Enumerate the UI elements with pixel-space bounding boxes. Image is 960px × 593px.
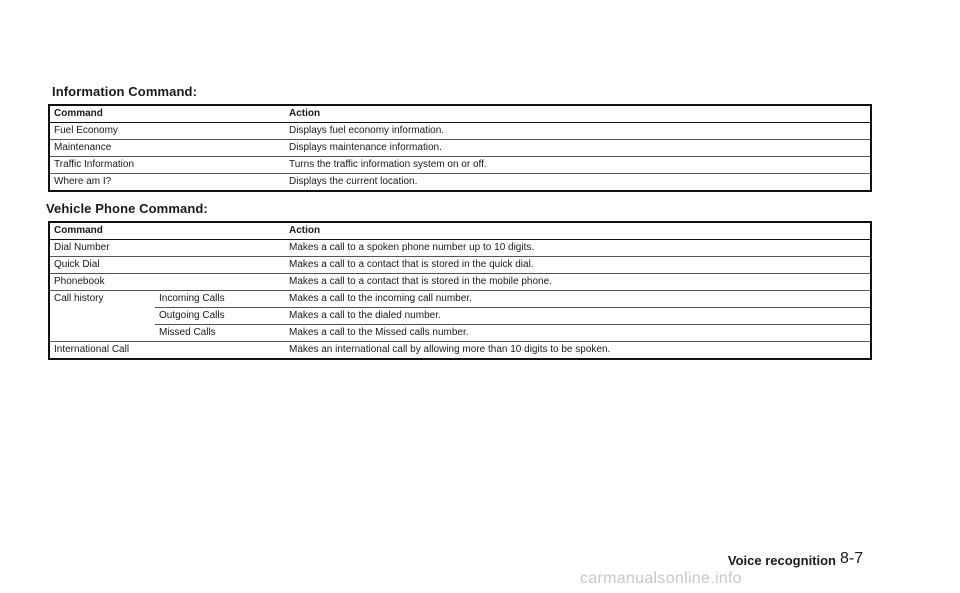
header-action: Action: [285, 222, 871, 240]
action-cell: Displays the current location.: [285, 174, 871, 192]
action-cell: Displays fuel economy information.: [285, 123, 871, 140]
footer-section-label: Voice recognition: [727, 553, 836, 568]
table-row: [49, 325, 871, 342]
vehicle-phone-command-table: [48, 221, 872, 360]
command-cell: Quick Dial: [49, 257, 285, 274]
action-cell: Makes a call to a spoken phone number up to 10 digits.: [285, 240, 871, 257]
header-command: Command: [49, 105, 285, 123]
table-row: [49, 140, 871, 157]
watermark: carmanualsonline.info: [580, 570, 742, 587]
action-cell: Makes an international call by allowing more than 10 digits to be spoken.: [285, 342, 871, 360]
command-cell: Traffic Information: [49, 157, 285, 174]
command-cell: Maintenance: [49, 140, 285, 157]
action-cell: Makes a call to a contact that is stored in the mobile phone.: [285, 274, 871, 291]
vehicle-phone-command-title: Vehicle Phone Command:: [46, 201, 208, 216]
table-row: [49, 257, 871, 274]
action-cell: Makes a call to the incoming call number.: [285, 291, 871, 308]
command-cell: Fuel Economy: [49, 123, 285, 140]
table-row: [49, 274, 871, 291]
action-cell: Makes a call to a contact that is stored in the quick dial.: [285, 257, 871, 274]
action-cell: Turns the traffic information system on or off.: [285, 157, 871, 174]
table-header-row: [49, 222, 871, 240]
table-row: [49, 342, 871, 360]
command-cell: Phonebook: [49, 274, 285, 291]
information-command-table: [48, 104, 872, 192]
header-command: Command: [49, 222, 285, 240]
action-cell: Makes a call to the dialed number.: [285, 308, 871, 325]
table-row: [49, 174, 871, 192]
subcommand-cell: Outgoing Calls: [155, 308, 285, 325]
table-row: [49, 308, 871, 325]
subcommand-cell: Missed Calls: [155, 325, 285, 342]
information-command-title: Information Command:: [52, 84, 197, 99]
table-row: [49, 157, 871, 174]
page-number: 8-7: [840, 550, 864, 567]
table-header-row: [49, 105, 871, 123]
action-cell: Makes a call to the Missed calls number.: [285, 325, 871, 342]
command-cell: Where am I?: [49, 174, 285, 192]
call-history-cell: Call history: [49, 291, 155, 342]
subcommand-cell: Incoming Calls: [155, 291, 285, 308]
action-cell: Displays maintenance information.: [285, 140, 871, 157]
table-row: [49, 123, 871, 140]
table-row: [49, 291, 871, 308]
table-row: [49, 240, 871, 257]
command-cell: Dial Number: [49, 240, 285, 257]
header-action: Action: [285, 105, 871, 123]
command-cell: International Call: [49, 342, 285, 360]
